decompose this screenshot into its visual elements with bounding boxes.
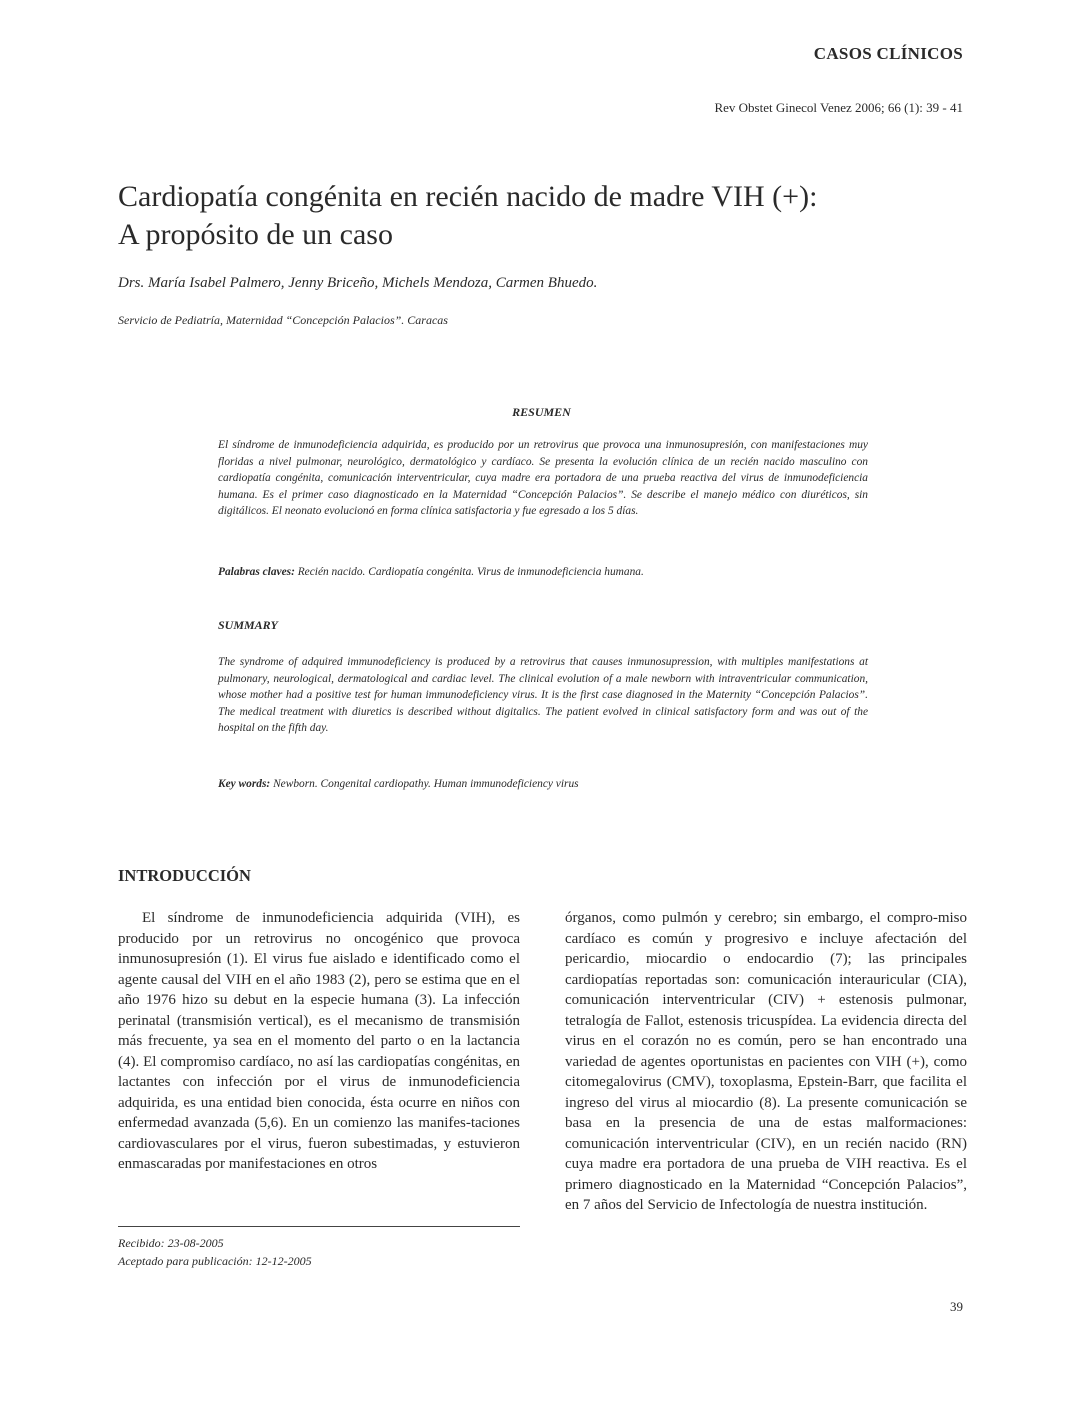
section-label: CASOS CLÍNICOS [813,44,963,63]
accepted-date: Aceptado para publicación: 12-12-2005 [118,1254,312,1268]
introduction-column-right: órganos, como pulmón y cerebro; sin embargo, el compro-miso cardíaco es común y progresivo e incluye afectación del pericardio, miocardio o endocardio (7); las principales cardiopatías reportadas son: comunicación interauricular (CIA), comunicación interventricular (CIV) + estenosis pulmonar, tetralogía de Fallot, estenosis tricuspídea. La evidencia directa del virus en el corazón no es común, pero se han encontrado una variedad de agentes oportunistas en pacientes con VIH (+), como citomegalovirus (CMV), toxoplasma, Epstein-Barr, que facilita el ingreso del virus al miocardio (8). La presente comunicación se basa en la presencia de una de estas malformaciones: comunicación interventricular (CIV), en un recién nacido (RN) cuya madre era portadora de una prueba de VIH reactiva. Es el primero diagnosticado en la Maternidad “Concepción Palacios”, en 7 años del Servicio de Infectología de nuestra institución. [565,910,967,1213]
footnote-divider [118,1226,520,1227]
affiliation: Servicio de Pediatría, Maternidad “Concepción Palacios”. Caracas [118,313,448,327]
resumen-text: El síndrome de inmunodeficiencia adquirida, es producido por un retrovirus que provoca una inmunosupresión, con manifestaciones muy floridas a nivel pulmonar, neurológico, dermatológico y cardíaco. Se presenta la evolución clínica de un recién nacido masculino con cardiopatía congénita, comunicación interventricular, cuya madre era portadora de una prueba reactiva del virus de inmunodeficiencia humana. Es el primer caso diagnosticado en la Maternidad “Concepción Palacios”. Se describe el manejo médico con diuréticos, sin digitálicos. El neonato evolucionó en forma clínica satisfactoria y fue egresado a los 5 días. [218,439,868,517]
authors: Drs. María Isabel Palmero, Jenny Briceño, Michels Mendoza, Carmen Bhuedo. [118,275,598,291]
resumen-keywords-label: Palabras claves: [218,566,295,578]
summary-keywords-values: Newborn. Congenital cardiopathy. Human immunodeficiency virus [270,778,579,790]
journal-reference: Rev Obstet Ginecol Venez 2006; 66 (1): 39 - 41 [714,100,963,115]
introduction-column-left: El síndrome de inmunodeficiencia adquirida (VIH), es producido por un retrovirus no oncogénico que provoca inmunosupresión (1). El virus fue aislado e identificado como el agente causal del VIH en el año 1983 (2), pero se estima que en el año 1976 hizo su debut en la especie humana (3). La infección perinatal (transmisión vertical), es el mecanismo de transmisión más frecuente, ya sea en el momento del parto o en la lactancia (4). El compromiso cardíaco, no así las cardiopatías congénitas, en lactantes con infección por el virus de inmunodeficiencia adquirida, es una entidad bien conocida, ésta ocurre en niños con enfermedad avanzada (5,6). En un comienzo las manifes-taciones cardiovasculares por el virus, fueron subestimadas, y estuvieron enmascaradas por manifestaciones en otros [118,910,520,1172]
resumen-heading: RESUMEN [512,405,571,419]
summary-text: The syndrome of adquired immunodeficiency is produced by a retrovirus that causes inmunosupression, with multiples manifestations at pulmonary, neurological, dermatological and cardiac level. The clinical evolution of a male newborn with intraventricular communication, whose mother had a positive test for human immunodeficiency virus. It is the first case diagnosed in the Maternity “Concepción Palacios”. The medical treatment with diuretics is described without digitalics. The patient evolved in clinical satisfactory form and was out of the hospital on the fifth day. [218,656,868,734]
resumen-keywords [218,566,868,578]
resumen-keywords-values: Recién nacido. Cardiopatía congénita. Virus de inmunodeficiencia humana. [294,566,644,578]
title-line-1: Cardiopatía congénita en recién nacido de madre VIH (+): [118,180,818,213]
article-title [118,178,978,254]
summary-keywords [218,778,868,790]
summary-heading: SUMMARY [218,618,278,632]
received-date: Recibido: 23-08-2005 [118,1236,224,1250]
introduction-heading: INTRODUCCIÓN [118,866,251,885]
page-number: 39 [950,1299,963,1314]
summary-keywords-label: Key words: [218,778,271,790]
title-line-2: A propósito de un caso [118,218,393,251]
